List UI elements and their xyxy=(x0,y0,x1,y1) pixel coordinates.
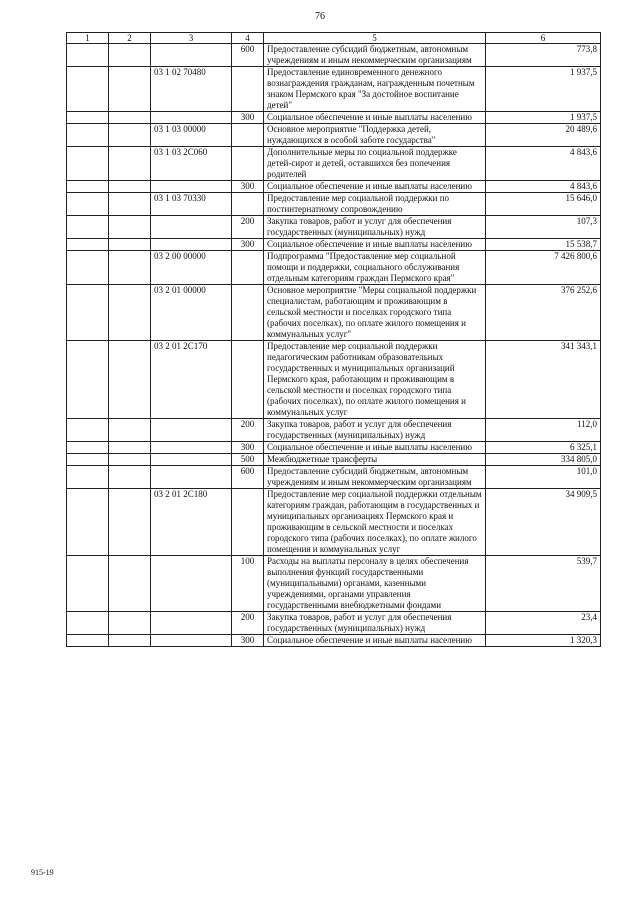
cell-name: Предоставление мер социальной поддержки педагогическим работникам образовательных государственных и муниципальных организаций Пермского края, работающим и проживающим в сельской местности и поселках городского типа (рабочих поселках), по оплате жилого помещения и коммунальных услуг xyxy=(264,341,486,419)
cell-col2 xyxy=(109,44,151,67)
cell-col2 xyxy=(109,147,151,181)
cell-amount: 6 325,1 xyxy=(486,442,601,454)
page-number: 76 xyxy=(315,11,325,22)
cell-col1 xyxy=(67,454,109,466)
cell-col1 xyxy=(67,216,109,239)
table-row xyxy=(67,44,601,67)
document-code: 915-19 xyxy=(31,868,54,877)
cell-col2 xyxy=(109,124,151,147)
table-row xyxy=(67,216,601,239)
table-row xyxy=(67,251,601,285)
cell-amount: 539,7 xyxy=(486,556,601,612)
cell-col2 xyxy=(109,635,151,647)
cell-classification-code xyxy=(151,635,232,647)
cell-amount: 107,3 xyxy=(486,216,601,239)
cell-name: Закупка товаров, работ и услуг для обеспечения государственных (муниципальных) нужд xyxy=(264,612,486,635)
cell-expense-type xyxy=(232,124,264,147)
cell-amount: 23,4 xyxy=(486,612,601,635)
cell-name: Предоставление мер социальной поддержки отдельным категориям граждан, работающим в государственных и муниципальных организациях Пермского края и проживающим в сельской местности и поселках городского типа (рабочих поселках), по оплате жилого помещения и коммунальных услуг xyxy=(264,489,486,556)
cell-col1 xyxy=(67,181,109,193)
cell-amount: 1 320,3 xyxy=(486,635,601,647)
cell-classification-code: 03 1 03 70330 xyxy=(151,193,232,216)
cell-name: Дополнительные меры по социальной поддержке детей-сирот и детей, оставшихся без попечения родителей xyxy=(264,147,486,181)
cell-col1 xyxy=(67,635,109,647)
cell-name: Предоставление субсидий бюджетным, автономным учреждениям и иным некоммерческим организациям xyxy=(264,44,486,67)
cell-classification-code xyxy=(151,216,232,239)
cell-expense-type xyxy=(232,193,264,216)
cell-classification-code xyxy=(151,612,232,635)
table-row xyxy=(67,124,601,147)
cell-amount: 4 843,6 xyxy=(486,147,601,181)
cell-amount: 334 805,0 xyxy=(486,454,601,466)
cell-classification-code xyxy=(151,454,232,466)
cell-amount: 34 909,5 xyxy=(486,489,601,556)
cell-col1 xyxy=(67,112,109,124)
cell-col2 xyxy=(109,67,151,112)
cell-amount: 1 937,5 xyxy=(486,67,601,112)
table-row xyxy=(67,181,601,193)
cell-classification-code xyxy=(151,239,232,251)
cell-amount: 15 646,0 xyxy=(486,193,601,216)
cell-name: Социальное обеспечение и иные выплаты населению xyxy=(264,181,486,193)
table-row xyxy=(67,489,601,556)
cell-name: Социальное обеспечение и иные выплаты населению xyxy=(264,442,486,454)
header-row xyxy=(67,33,601,44)
column-header: 3 xyxy=(151,33,232,44)
column-header: 4 xyxy=(232,33,264,44)
cell-classification-code: 03 1 03 00000 xyxy=(151,124,232,147)
table-row xyxy=(67,112,601,124)
cell-classification-code xyxy=(151,419,232,442)
cell-name: Предоставление мер социальной поддержки по постинтернатному сопровождению xyxy=(264,193,486,216)
table-row xyxy=(67,239,601,251)
cell-col2 xyxy=(109,466,151,489)
cell-col1 xyxy=(67,612,109,635)
cell-name: Социальное обеспечение и иные выплаты населению xyxy=(264,239,486,251)
cell-col1 xyxy=(67,419,109,442)
cell-col2 xyxy=(109,239,151,251)
column-header: 5 xyxy=(264,33,486,44)
table-row xyxy=(67,193,601,216)
table-row xyxy=(67,67,601,112)
cell-name: Социальное обеспечение и иные выплаты населению xyxy=(264,635,486,647)
cell-classification-code xyxy=(151,466,232,489)
table-row xyxy=(67,612,601,635)
cell-classification-code xyxy=(151,442,232,454)
cell-classification-code xyxy=(151,181,232,193)
cell-expense-type: 200 xyxy=(232,612,264,635)
cell-col2 xyxy=(109,612,151,635)
cell-classification-code: 03 2 01 2C170 xyxy=(151,341,232,419)
cell-expense-type: 100 xyxy=(232,556,264,612)
cell-expense-type xyxy=(232,251,264,285)
table-row xyxy=(67,556,601,612)
cell-col2 xyxy=(109,442,151,454)
table-row xyxy=(67,442,601,454)
cell-expense-type: 300 xyxy=(232,442,264,454)
cell-expense-type: 300 xyxy=(232,181,264,193)
cell-col1 xyxy=(67,442,109,454)
cell-col2 xyxy=(109,341,151,419)
cell-col1 xyxy=(67,124,109,147)
cell-col1 xyxy=(67,489,109,556)
cell-col1 xyxy=(67,44,109,67)
cell-col2 xyxy=(109,251,151,285)
cell-name: Предоставление субсидий бюджетным, автономным учреждениям и иным некоммерческим организациям xyxy=(264,466,486,489)
cell-amount: 773,8 xyxy=(486,44,601,67)
table-row xyxy=(67,285,601,341)
cell-amount: 4 843,6 xyxy=(486,181,601,193)
table-row xyxy=(67,341,601,419)
cell-col1 xyxy=(67,67,109,112)
cell-name: Основное мероприятие "Поддержка детей, нуждающихся в особой заботе государства" xyxy=(264,124,486,147)
cell-expense-type: 600 xyxy=(232,466,264,489)
cell-amount: 376 252,6 xyxy=(486,285,601,341)
cell-col2 xyxy=(109,419,151,442)
cell-expense-type: 600 xyxy=(232,44,264,67)
table-row xyxy=(67,454,601,466)
cell-col1 xyxy=(67,193,109,216)
cell-name: Предоставление единовременного денежного вознаграждения гражданам, награжденным почетным знаком Пермского края "За достойное воспитание детей" xyxy=(264,67,486,112)
cell-name: Закупка товаров, работ и услуг для обеспечения государственных (муниципальных) нужд xyxy=(264,216,486,239)
table-row xyxy=(67,147,601,181)
cell-col2 xyxy=(109,112,151,124)
cell-classification-code xyxy=(151,556,232,612)
cell-col2 xyxy=(109,285,151,341)
cell-col1 xyxy=(67,341,109,419)
cell-classification-code: 03 1 02 70480 xyxy=(151,67,232,112)
cell-classification-code xyxy=(151,112,232,124)
cell-col1 xyxy=(67,285,109,341)
cell-col1 xyxy=(67,251,109,285)
cell-expense-type: 300 xyxy=(232,112,264,124)
cell-classification-code xyxy=(151,44,232,67)
cell-amount: 7 426 800,6 xyxy=(486,251,601,285)
cell-expense-type: 200 xyxy=(232,216,264,239)
cell-amount: 1 937,5 xyxy=(486,112,601,124)
cell-col1 xyxy=(67,147,109,181)
cell-name: Расходы на выплаты персоналу в целях обеспечения выполнения функций государственными (муниципальными) органами, казенными учреждениями, органами управления государственными внебюджетными фондами xyxy=(264,556,486,612)
cell-amount: 112,0 xyxy=(486,419,601,442)
cell-col1 xyxy=(67,556,109,612)
cell-name: Основное мероприятие "Меры социальной поддержки специалистам, работающим и проживающим в сельской местности и поселках городского типа (рабочих поселках), по оплате жилого помещения и коммунальных услуг" xyxy=(264,285,486,341)
cell-col1 xyxy=(67,466,109,489)
cell-expense-type: 500 xyxy=(232,454,264,466)
cell-amount: 15 538,7 xyxy=(486,239,601,251)
cell-classification-code: 03 2 00 00000 xyxy=(151,251,232,285)
table-row xyxy=(67,419,601,442)
cell-col2 xyxy=(109,454,151,466)
cell-col2 xyxy=(109,181,151,193)
cell-expense-type xyxy=(232,489,264,556)
cell-amount: 101,0 xyxy=(486,466,601,489)
column-header: 1 xyxy=(67,33,109,44)
cell-amount: 20 489,6 xyxy=(486,124,601,147)
cell-expense-type: 200 xyxy=(232,419,264,442)
cell-col1 xyxy=(67,239,109,251)
cell-name: Подпрограмма "Предоставление мер социальной помощи и поддержки, социального обслуживания отдельным категориям граждан Пермского края" xyxy=(264,251,486,285)
cell-col2 xyxy=(109,556,151,612)
column-header: 2 xyxy=(109,33,151,44)
cell-col2 xyxy=(109,216,151,239)
cell-expense-type: 300 xyxy=(232,635,264,647)
cell-expense-type xyxy=(232,147,264,181)
cell-col2 xyxy=(109,193,151,216)
table-row xyxy=(67,635,601,647)
cell-classification-code: 03 2 01 2C180 xyxy=(151,489,232,556)
cell-expense-type xyxy=(232,341,264,419)
cell-name: Социальное обеспечение и иные выплаты населению xyxy=(264,112,486,124)
cell-expense-type xyxy=(232,285,264,341)
table-row xyxy=(67,466,601,489)
cell-col2 xyxy=(109,489,151,556)
column-header: 6 xyxy=(486,33,601,44)
cell-expense-type: 300 xyxy=(232,239,264,251)
cell-classification-code: 03 2 01 00000 xyxy=(151,285,232,341)
cell-amount: 341 343,1 xyxy=(486,341,601,419)
cell-name: Межбюджетные трансферты xyxy=(264,454,486,466)
cell-classification-code: 03 1 03 2C060 xyxy=(151,147,232,181)
cell-name: Закупка товаров, работ и услуг для обеспечения государственных (муниципальных) нужд xyxy=(264,419,486,442)
cell-expense-type xyxy=(232,67,264,112)
budget-table xyxy=(66,32,601,647)
